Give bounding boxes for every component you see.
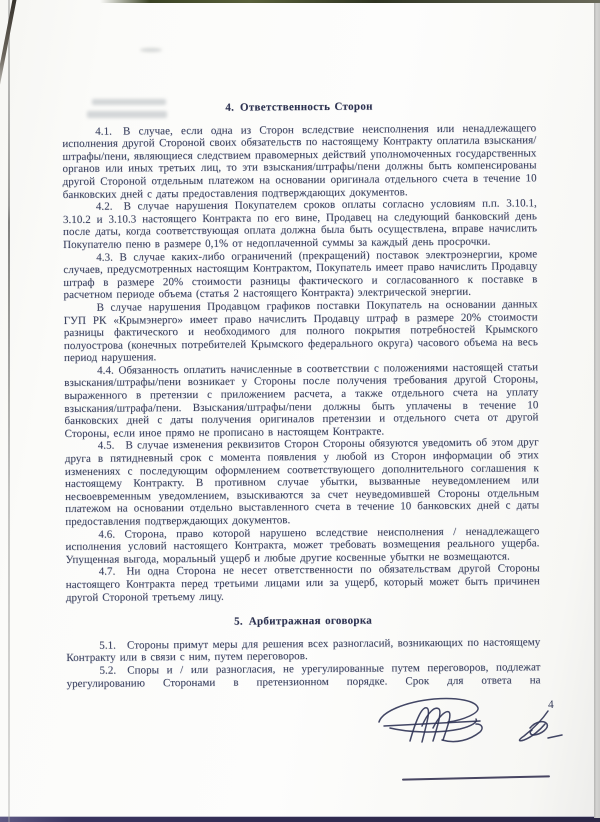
clause-4-5: 4.5. В случае изменения реквизитов Сторон Стороны обязуются уведомить об этом друг друга в пятидневный срок с момента появления у любой из Сторон информации об этих изменениях с последующим оформлением соответствующего дополнительного соглашения к настоящему Контракту. В противном случае убытки, вызванные неуведомлением или несвоевременным уведомлением, взыскиваются за счет неуведомившей Стороны отдельным платежом на основании отдельно выставленного счета в течение 10 банковских дней с даты предоставления подтверждающих документов. xyxy=(64,436,540,528)
clause-4-4: 4.4. Обязанность оплатить начисленные в соответствии с положениями настоящей статьи взыскания/штрафы/пени возникает у Стороны после получения требования другой Стороны, выраженного в претензии с приложением расчета, а также отдельного счета на уплату взыскания/штрафа/пени. Взыскания/штрафы/пени должны быть уплачены в течение 10 банковских дней с даты получения оригиналов претензии и отдельного счета от другой Стороны, если иное прямо не прописано в настоящем Контракте. xyxy=(64,361,539,440)
clause-4-6: 4.6. Сторона, право которой нарушено вследствие неисполнения / ненадлежащего исполнения условий настоящего Контракта, может требовать возмещения реального ущерба. Упущенная выгода, моральный ущерб и любые другие косвенные убытки не возмещаются. xyxy=(65,524,540,566)
page-number: 4 xyxy=(547,698,554,712)
smudge-artifact xyxy=(140,48,162,52)
scan-edge-right xyxy=(594,3,600,818)
ink-line xyxy=(402,775,550,780)
signature-initials-icon xyxy=(512,708,564,744)
contract-text-block xyxy=(62,99,541,690)
signature-large-icon xyxy=(376,696,502,746)
clause-supply-schedule-violation: В случае нарушения Продавцом графиков поставки Покупатель на основании данных ГУП РК «Крымэнерго» имеет право начислить Продавцу штраф в размере 20% стоимости разницы фактического и необходимого для полного покрытия потребностей Крымского полуострова (конечных потребителей Крымского федерального округа) часового объема на весь период нарушения. xyxy=(63,298,538,365)
clause-5-2: 5.2. Споры и / или разногласия, не урегулированные путем переговоров, подлежат урегулированию Сторонами в претензионном порядке. Срок для ответа на xyxy=(66,661,541,690)
page-edge-shadow xyxy=(8,0,10,822)
clause-4-2: 4.2. В случае нарушения Покупателем сроков оплаты согласно условиям п.п. 3.10.1, 3.10.2 и 3.10.3 настоящего Контракта по его вине, Продавец на следующий банковский день после даты, когда соответствующая оплата должна была быть осуществлена, вправе начислить Покупателю пеню в размере 0,1% от недоплаченной суммы за каждый день просрочки. xyxy=(62,197,538,251)
clause-4-3: 4.3. В случае каких-либо ограничений (прекращений) поставок электроэнергии, кроме случаев, предусмотренных настоящим Контрактом, Покупатель имеет право начислить Продавцу штраф в размере 20% стоимости разницы фактического и согласованного к поставке в расчетном периоде объема (статья 2 настоящего Контракта) электрической энергии. xyxy=(63,247,538,302)
clause-4-1: 4.1. В случае, если одна из Сторон вследствие неисполнения или ненадлежащего исполнения другой Стороной своих обязательств по настоящему Контракту оплатила взыскания/штрафы/пени, являющиеся следствием правомерных действий уполномоченных государственных органов или иных третьих лиц, то эти взыскания/штрафы/пени должны быть компенсированы другой Стороной отдельным платежом на основании оригинала отдельного счета в течение 10 банковских дней с даты предоставления подтверждающих документов. xyxy=(62,121,537,201)
clause-4-7: 4.7. Ни одна Сторона не несет ответственности по обязательствам другой Стороны настоящего Контракта перед третьими лицами или за ущерб, который может быть причинен другой Стороной третьему лицу. xyxy=(65,562,540,604)
section-heading-arbitration: 5. Арбитражная оговорка xyxy=(234,614,373,628)
scan-edge-top xyxy=(100,0,600,3)
clause-5-1: 5.1. Стороны примут меры для решения всех разногласий, возникающих по настоящему Контракту или в связи с ним, путем переговоров. xyxy=(66,636,541,665)
scan-edge-bottom xyxy=(0,817,600,822)
section-heading-responsibility: 4. Ответственность Сторон xyxy=(225,100,373,114)
